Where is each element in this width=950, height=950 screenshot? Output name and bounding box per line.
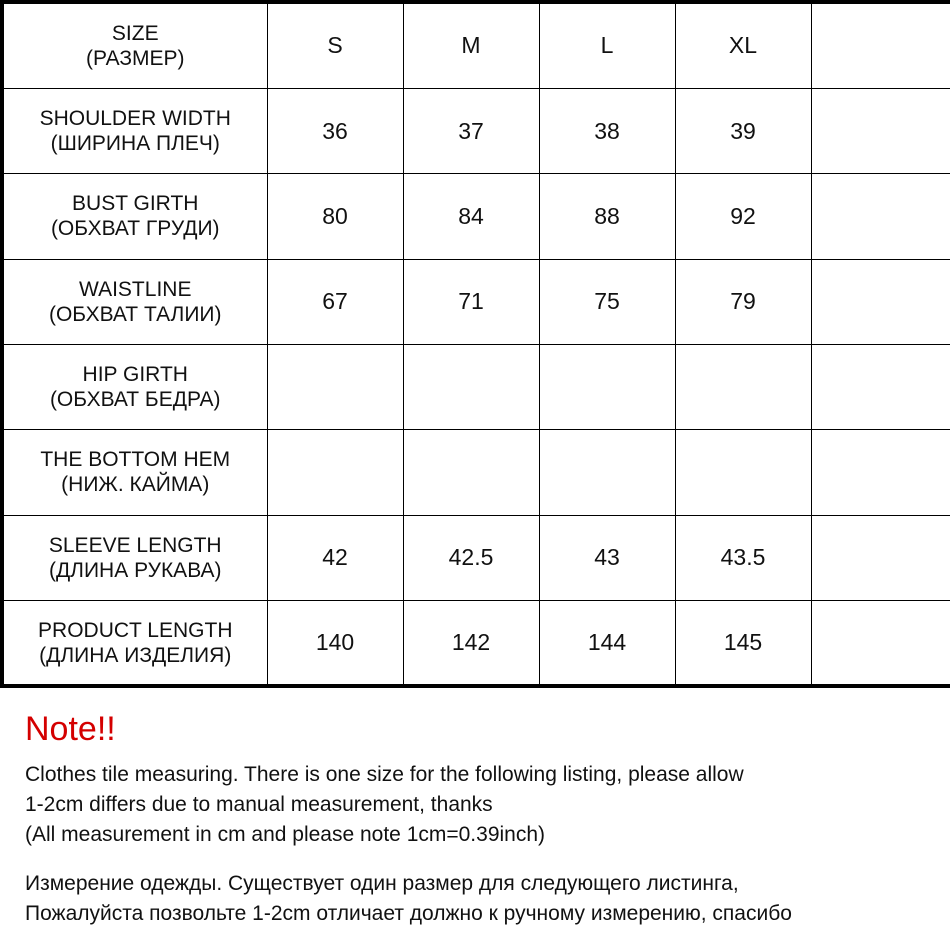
row-label-ru: (НИЖ. КАЙМА) xyxy=(61,473,210,497)
table-cell: 145 xyxy=(675,601,811,686)
table-cell: 37 xyxy=(403,88,539,173)
row-label-waistline xyxy=(2,259,267,344)
size-header-cell xyxy=(2,2,267,88)
table-cell: 140 xyxy=(267,601,403,686)
table-row xyxy=(2,259,950,344)
row-label-en: PRODUCT LENGTH xyxy=(38,618,233,642)
table-cell: 79 xyxy=(675,259,811,344)
table-cell: 92 xyxy=(675,174,811,259)
table-cell: 84 xyxy=(403,174,539,259)
table-cell: 36 xyxy=(267,88,403,173)
table-cell xyxy=(267,344,403,429)
row-label-bottom-hem xyxy=(2,430,267,515)
table-row xyxy=(2,515,950,600)
row-label-ru: (ДЛИНА ИЗДЕЛИЯ) xyxy=(39,643,232,667)
table-cell: 75 xyxy=(539,259,675,344)
row-label-ru: (ДЛИНА РУКАВА) xyxy=(48,558,222,582)
row-label-ru: (ОБХВАТ БЕДРА) xyxy=(49,388,221,412)
table-cell xyxy=(811,88,950,173)
row-label-en: SLEEVE LENGTH xyxy=(48,533,222,557)
table-cell xyxy=(675,430,811,515)
row-label-en: BUST GIRTH xyxy=(72,192,199,216)
header-row xyxy=(2,2,950,88)
row-label-ru: (ШИРИНА ПЛЕЧ) xyxy=(50,132,220,156)
size-extra-header xyxy=(811,2,950,88)
size-m-header: M xyxy=(403,2,539,88)
row-label-bust-girth xyxy=(2,174,267,259)
row-label-shoulder-width xyxy=(2,88,267,173)
note-english-text xyxy=(25,760,744,850)
note-ru-line: Пожалуйста позвольте 1-2cm отличает должно к ручному измерению, спасибо xyxy=(25,902,792,925)
note-ru-line: Измерение одежды. Существует один размер для следующего листинга, xyxy=(25,872,739,895)
table-row xyxy=(2,601,950,686)
table-row xyxy=(2,344,950,429)
table-row xyxy=(2,174,950,259)
table-cell: 71 xyxy=(403,259,539,344)
size-header-en: SIZE xyxy=(111,21,159,45)
table-cell: 144 xyxy=(539,601,675,686)
table-cell xyxy=(811,515,950,600)
table-cell xyxy=(267,430,403,515)
table-cell: 67 xyxy=(267,259,403,344)
table-cell: 142 xyxy=(403,601,539,686)
table-row xyxy=(2,430,950,515)
table-cell xyxy=(811,430,950,515)
table-cell xyxy=(811,259,950,344)
size-l-header: L xyxy=(539,2,675,88)
row-label-ru: (ОБХВАТ ГРУДИ) xyxy=(50,217,220,241)
note-title: Note!! xyxy=(25,710,116,748)
table-cell xyxy=(811,601,950,686)
note-en-line: Clothes tile measuring. There is one size for the following listing, please allow xyxy=(25,763,744,786)
table-cell xyxy=(811,344,950,429)
table-cell xyxy=(539,344,675,429)
table-cell: 80 xyxy=(267,174,403,259)
table-cell: 38 xyxy=(539,88,675,173)
row-label-hip-girth xyxy=(2,344,267,429)
table-cell: 43 xyxy=(539,515,675,600)
table-cell xyxy=(539,430,675,515)
row-label-en: THE BOTTOM HEM xyxy=(40,448,231,472)
table-cell xyxy=(403,344,539,429)
note-en-line: 1-2cm differs due to manual measurement, thanks xyxy=(25,793,493,816)
table-cell: 42.5 xyxy=(403,515,539,600)
row-label-en: HIP GIRTH xyxy=(82,363,188,387)
table-cell xyxy=(675,344,811,429)
row-label-product-length xyxy=(2,601,267,686)
table-cell xyxy=(811,174,950,259)
table-cell: 88 xyxy=(539,174,675,259)
note-russian-text xyxy=(25,869,792,929)
table-row xyxy=(2,88,950,173)
size-xl-header: XL xyxy=(675,2,811,88)
table-cell xyxy=(403,430,539,515)
table-cell: 42 xyxy=(267,515,403,600)
note-en-line: (All measurement in cm and please note 1cm=0.39inch) xyxy=(25,823,546,846)
row-label-en: SHOULDER WIDTH xyxy=(39,107,231,131)
row-label-en: WAISTLINE xyxy=(79,277,192,301)
row-label-ru: (ОБХВАТ ТАЛИИ) xyxy=(48,302,222,326)
row-label-sleeve-length xyxy=(2,515,267,600)
size-s-header: S xyxy=(267,2,403,88)
size-header-ru: (РАЗМЕР) xyxy=(85,46,185,70)
table-cell: 43.5 xyxy=(675,515,811,600)
table-cell: 39 xyxy=(675,88,811,173)
